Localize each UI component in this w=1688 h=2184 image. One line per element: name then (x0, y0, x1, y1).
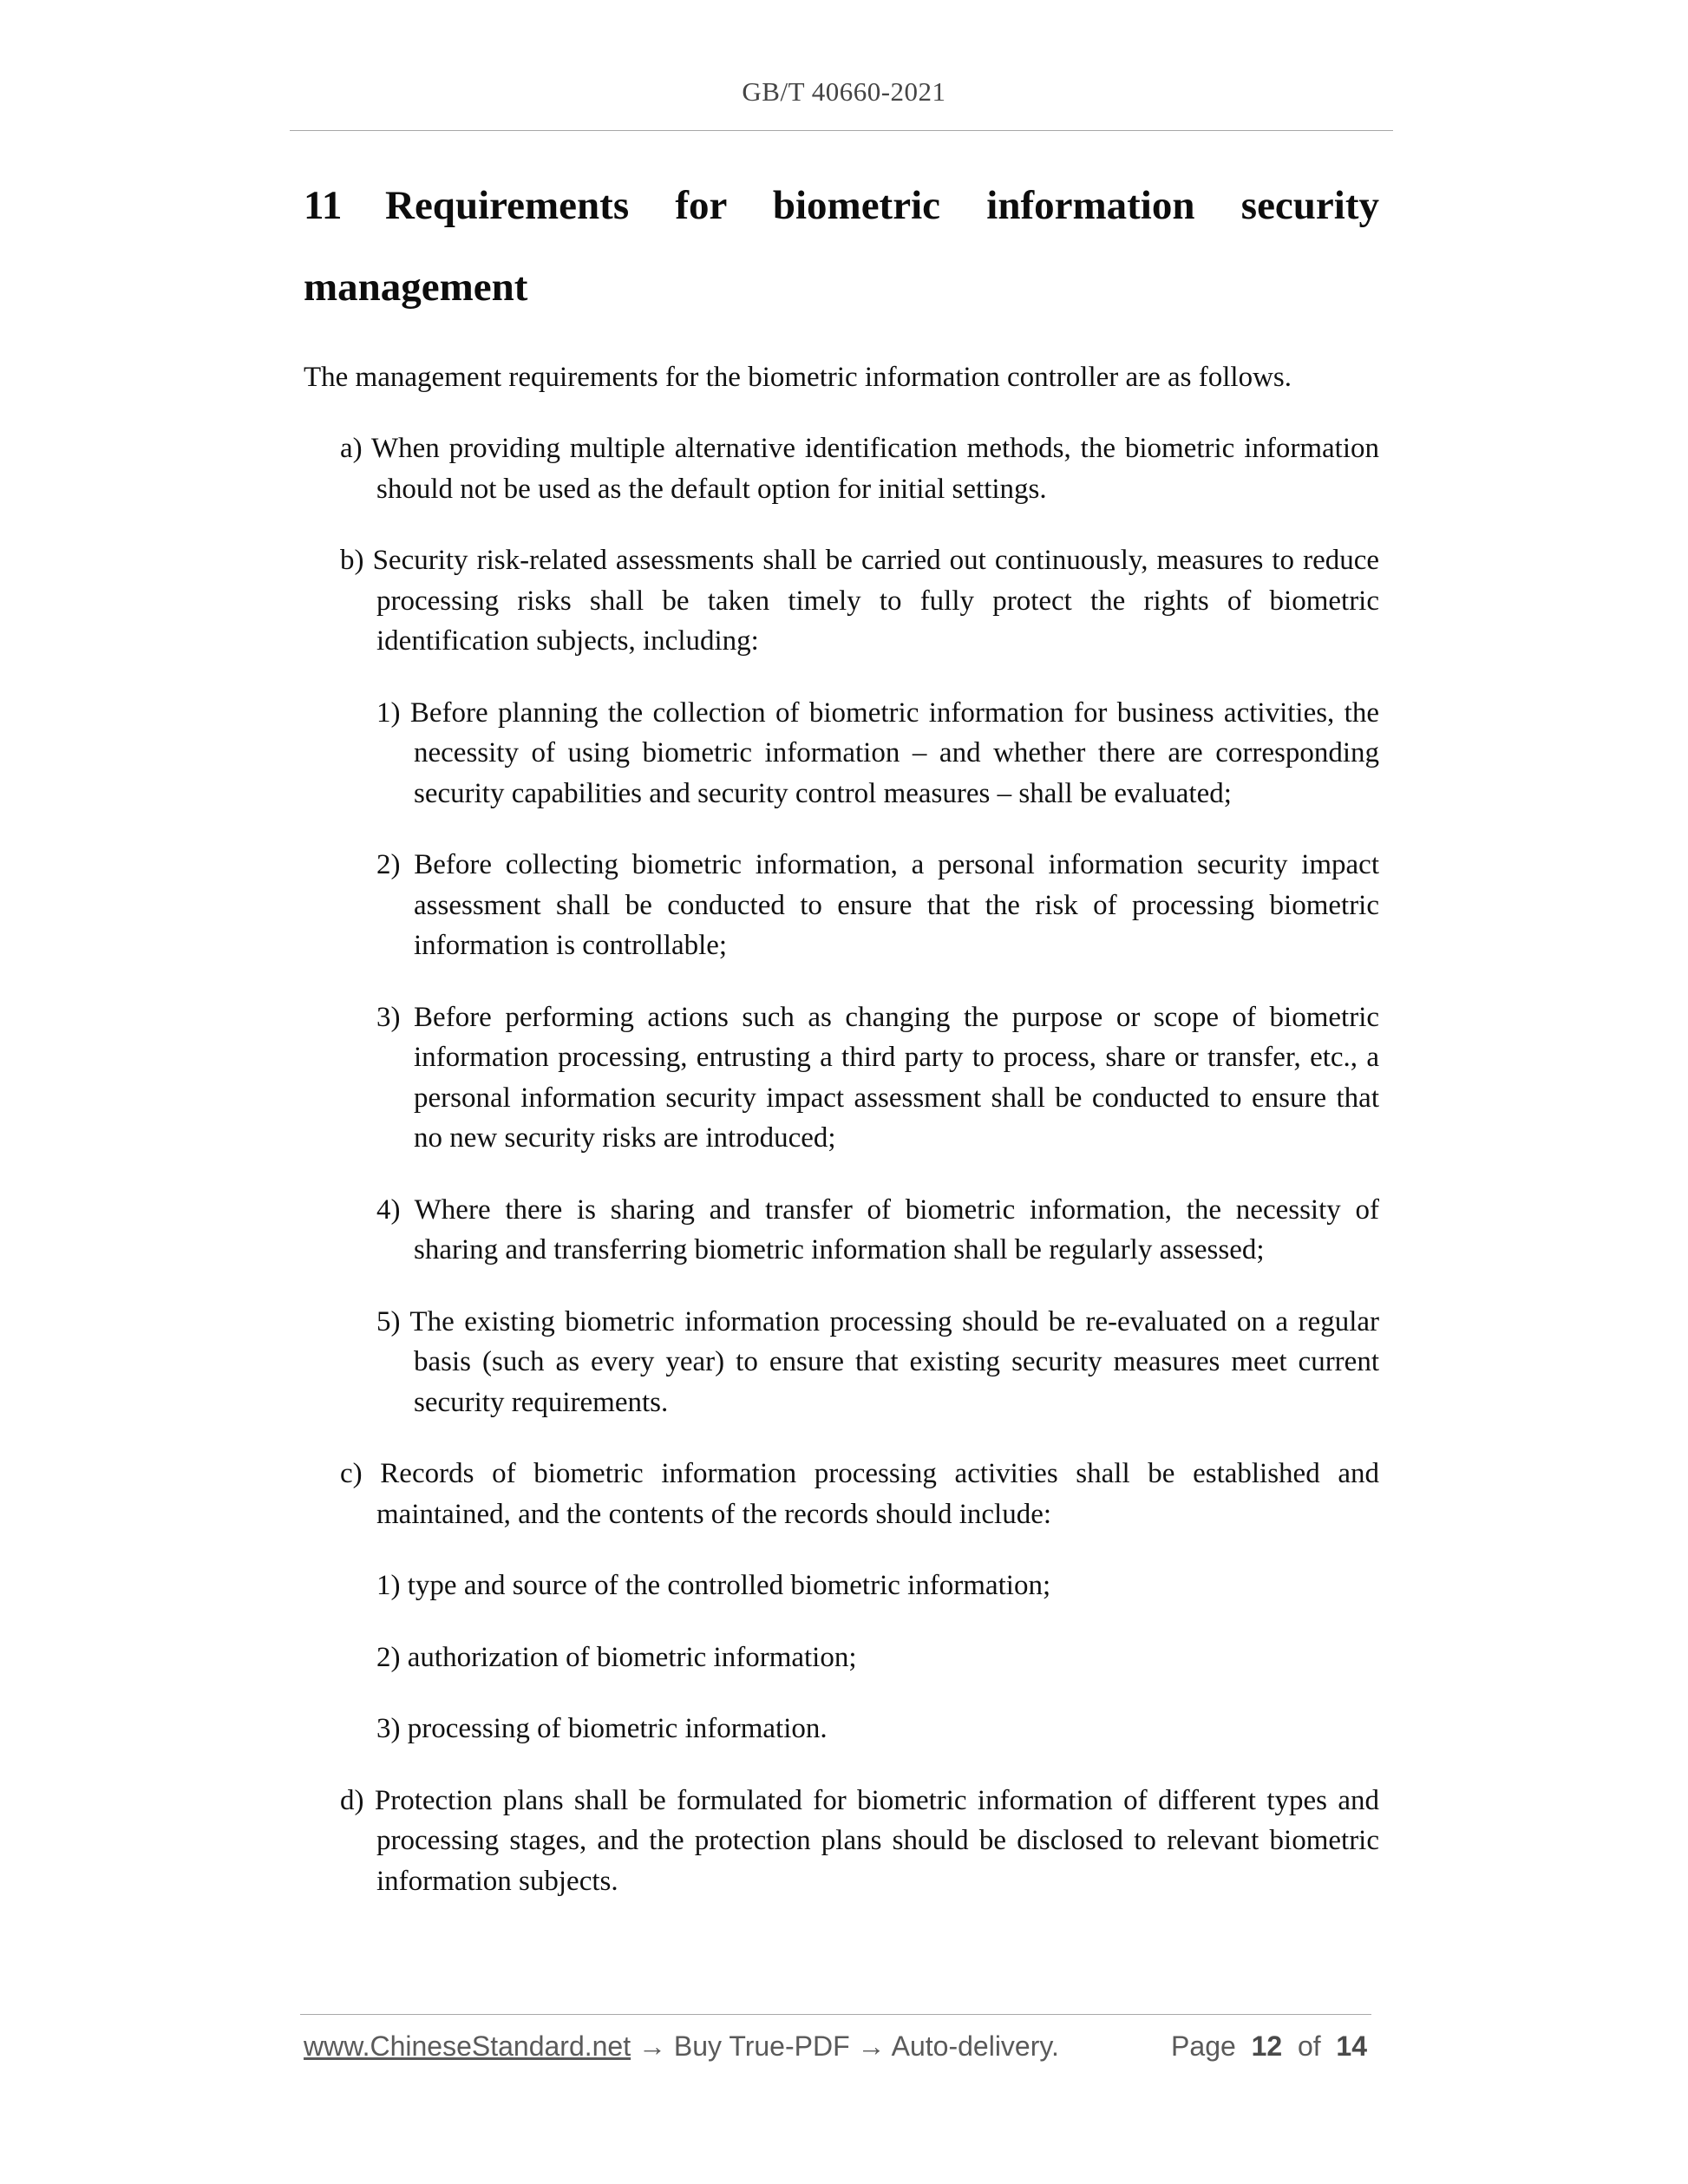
sublist-text: type and source of the controlled biometric information; (407, 1570, 1051, 1601)
list-item-c-2 (376, 1638, 1379, 1678)
sublist-label: 1) (376, 1570, 401, 1601)
buy-true-pdf-text: Buy True-PDF (673, 2030, 850, 2062)
section-heading (304, 165, 1379, 328)
sublist-text: Where there is sharing and transfer of biometric information, the necessity of sharing and transferring biometric information shall be regularly assessed; (414, 1193, 1379, 1265)
intro-paragraph: The management requirements for the biometric information controller are as follows. (304, 362, 1292, 393)
sublist-text: The existing biometric information processing should be re-evaluated on a regular basis (such as every year) to ensure that existing security measures meet current security requirements. (409, 1305, 1379, 1418)
page-header-standard-code: GB/T 40660-2021 (742, 76, 946, 107)
sublist-text: Before collecting biometric information, a personal information security impact assessment shall be conducted to ensure that the risk of processing biometric information is controllable; (414, 849, 1380, 961)
list-text: Protection plans shall be formulated for biometric information of different types and processing stages, and the protection plans should be disclosed to relevant biometric information subjects. (374, 1784, 1379, 1897)
list-text: When providing multiple alternative identification methods, the biometric information should not be used as the default option for initial settings. (370, 433, 1379, 505)
site-link[interactable]: www.ChineseStandard.net (304, 2030, 631, 2062)
list-item-b-4 (376, 1190, 1379, 1271)
sublist-label: 3) (376, 1713, 401, 1744)
list-label: c) (340, 1458, 363, 1489)
document-body (304, 165, 1379, 1932)
section-number: 11 (304, 183, 343, 228)
sublist-text: Before planning the collection of biometric information for business activities, the necessity of using biometric information – and whether there are corresponding security capabilities and security control measures – shall be evaluated; (409, 696, 1379, 809)
list-item-d (340, 1781, 1379, 1902)
list-label: a) (340, 433, 363, 464)
footer-divider (300, 2014, 1371, 2015)
list-item-b-3 (376, 997, 1379, 1159)
footer-promo (304, 2030, 1059, 2063)
list-item-c-1 (376, 1566, 1379, 1606)
list-text: Security risk-related assessments shall be carried out continuously, measures to reduce processing risks shall be taken timely to fully protect the rights of biometric identification subjects, including: (372, 545, 1380, 657)
list-item-c (340, 1454, 1379, 1534)
sublist-label: 4) (376, 1193, 401, 1226)
sublist-label: 2) (376, 849, 401, 880)
sublist-label: 3) (376, 1001, 401, 1033)
page-of-label: of (1297, 2030, 1321, 2062)
auto-delivery-text: Auto-delivery. (891, 2030, 1059, 2062)
sublist-label: 5) (376, 1305, 401, 1337)
page-number (1171, 2030, 1367, 2063)
list-item-b-5 (376, 1302, 1379, 1423)
arrow-right-icon: → (638, 2030, 666, 2062)
header-divider (290, 130, 1393, 131)
list-item-a (340, 428, 1379, 509)
sublist-label: 2) (376, 1641, 401, 1673)
sublist-text: Before performing actions such as changing the purpose or scope of biometric information processing, entrusting a third party to process, share or transfer, etc., a personal information security impact assessment shall be conducted to ensure that no new security risks are introduced; (414, 1001, 1380, 1154)
list-item-b-1 (376, 693, 1379, 814)
list-label: d) (340, 1784, 364, 1816)
sublist-text: processing of biometric information. (407, 1713, 828, 1744)
page-current: 12 (1251, 2030, 1283, 2062)
list-item-c-3 (376, 1709, 1379, 1749)
sublist-text: authorization of biometric information; (407, 1641, 857, 1673)
list-text: Records of biometric information processing activities shall be established and maintained, and the contents of the records should include: (376, 1458, 1379, 1530)
section-title: Requirements for biometric information security management (304, 183, 1379, 310)
list-label: b) (340, 545, 364, 576)
sublist-label: 1) (376, 696, 401, 729)
page-total: 14 (1336, 2030, 1367, 2062)
arrow-right-icon: → (857, 2030, 886, 2062)
list-item-b-2 (376, 845, 1379, 966)
list-item-b (340, 540, 1379, 662)
page-label: Page (1171, 2030, 1236, 2062)
